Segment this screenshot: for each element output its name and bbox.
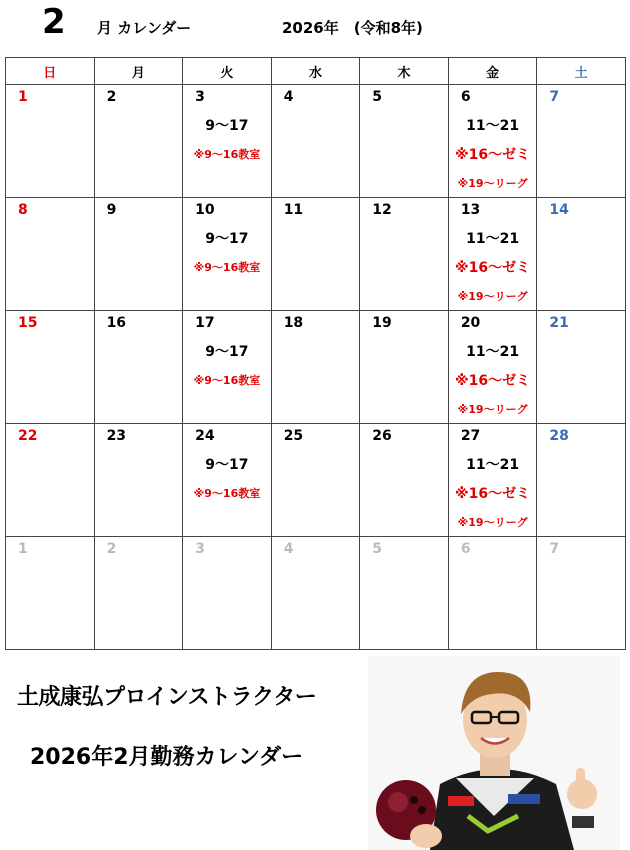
day-number: 20 <box>460 315 481 331</box>
day-cell <box>360 311 449 424</box>
day-number: 22 <box>18 428 38 444</box>
week-row <box>6 85 626 198</box>
day-cell <box>360 424 449 537</box>
event-note-2: ※19～リーグ <box>457 290 528 303</box>
day-cell <box>94 85 183 198</box>
day-number: 17 <box>195 315 215 331</box>
work-hours: 9～17 <box>205 231 249 247</box>
day-number: 5 <box>372 541 382 557</box>
day-cell <box>448 424 537 537</box>
day-cell <box>537 311 626 424</box>
day-cell <box>537 424 626 537</box>
day-cell <box>448 311 537 424</box>
day-cell <box>94 424 183 537</box>
day-number: 2 <box>106 89 117 105</box>
day-number: 7 <box>549 89 560 105</box>
event-note: ※9～16教室 <box>193 487 261 500</box>
weekday-thu: 木 <box>360 58 449 85</box>
day-cell <box>6 198 95 311</box>
calendar-grid <box>5 57 626 650</box>
day-cell <box>360 198 449 311</box>
day-cell <box>537 198 626 311</box>
day-cell-next-month <box>6 537 95 650</box>
work-hours: 11～21 <box>466 344 520 360</box>
day-cell <box>271 198 360 311</box>
day-number: 6 <box>460 541 471 557</box>
weekday-tue: 火 <box>183 58 272 85</box>
event-note: ※9～16教室 <box>193 374 261 387</box>
weekday-row <box>6 58 626 85</box>
day-cell <box>448 198 537 311</box>
calendar-header <box>0 0 630 56</box>
month-number: 2 <box>42 2 66 42</box>
footer <box>0 656 630 850</box>
day-number: 24 <box>195 428 215 444</box>
day-number: 21 <box>549 315 569 331</box>
event-note: ※9～16教室 <box>193 261 261 274</box>
day-number: 23 <box>106 428 127 444</box>
day-number: 8 <box>18 202 28 218</box>
day-cell <box>6 311 95 424</box>
weekday-mon: 月 <box>94 58 183 85</box>
day-cell <box>271 85 360 198</box>
day-cell-next-month <box>537 537 626 650</box>
day-number: 10 <box>195 202 215 218</box>
work-hours: 11～21 <box>466 118 520 134</box>
weekday-sat: 土 <box>537 58 626 85</box>
day-cell-next-month <box>94 537 183 650</box>
weekday-sun: 日 <box>6 58 95 85</box>
day-number: 14 <box>549 202 569 218</box>
day-cell <box>271 424 360 537</box>
day-cell <box>94 198 183 311</box>
work-hours: 11～21 <box>466 457 520 473</box>
instructor-name: 土成康弘プロインストラクター <box>17 685 317 710</box>
day-number: 27 <box>460 428 481 444</box>
day-cell <box>183 85 272 198</box>
day-number: 18 <box>283 315 304 331</box>
day-cell <box>183 311 272 424</box>
instructor-photo <box>368 656 620 850</box>
day-number: 1 <box>18 541 28 557</box>
event-note: ※9～16教室 <box>193 148 261 161</box>
day-number: 6 <box>460 89 471 105</box>
week-row-next-month <box>6 537 626 650</box>
day-number: 5 <box>372 89 382 105</box>
year-label: 2026年 (令和8年) <box>282 19 423 37</box>
day-number: 28 <box>549 428 569 444</box>
day-cell <box>183 424 272 537</box>
day-number: 4 <box>283 541 294 557</box>
event-note: ※16～ゼミ <box>455 373 531 389</box>
day-cell <box>360 85 449 198</box>
calendar-title: 2026年2月勤務カレンダー <box>30 745 304 770</box>
week-row <box>6 424 626 537</box>
day-number: 4 <box>283 89 294 105</box>
event-note-2: ※19～リーグ <box>457 516 528 529</box>
day-number: 12 <box>372 202 392 218</box>
event-note-2: ※19～リーグ <box>457 403 528 416</box>
event-note-2: ※19～リーグ <box>457 177 528 190</box>
work-hours: 9～17 <box>205 457 249 473</box>
day-cell-next-month <box>183 537 272 650</box>
work-hours: 9～17 <box>205 344 249 360</box>
weekday-wed: 水 <box>271 58 360 85</box>
event-note: ※16～ゼミ <box>455 147 531 163</box>
day-cell-next-month <box>360 537 449 650</box>
instructor-photo-illustration <box>368 656 620 850</box>
work-hours: 11～21 <box>466 231 520 247</box>
event-note: ※16～ゼミ <box>455 260 531 276</box>
day-number: 26 <box>372 428 392 444</box>
day-number: 25 <box>283 428 304 444</box>
day-number: 19 <box>372 315 392 331</box>
day-number: 1 <box>18 89 28 105</box>
day-number: 2 <box>106 541 117 557</box>
day-cell <box>448 85 537 198</box>
day-number: 16 <box>106 315 127 331</box>
day-cell <box>94 311 183 424</box>
day-cell-next-month <box>271 537 360 650</box>
day-number: 15 <box>18 315 38 331</box>
day-cell <box>271 311 360 424</box>
day-cell <box>6 85 95 198</box>
week-row <box>6 198 626 311</box>
week-row <box>6 311 626 424</box>
month-label: 月 カレンダー <box>97 19 192 37</box>
day-number: 9 <box>106 202 117 218</box>
day-number: 7 <box>549 541 560 557</box>
day-number: 11 <box>283 202 304 218</box>
day-cell-next-month <box>448 537 537 650</box>
day-cell <box>537 85 626 198</box>
day-number: 3 <box>195 541 205 557</box>
day-cell <box>6 424 95 537</box>
day-number: 3 <box>195 89 205 105</box>
work-hours: 9～17 <box>205 118 249 134</box>
day-number: 13 <box>460 202 481 218</box>
event-note: ※16～ゼミ <box>455 486 531 502</box>
weekday-fri: 金 <box>448 58 537 85</box>
day-cell <box>183 198 272 311</box>
